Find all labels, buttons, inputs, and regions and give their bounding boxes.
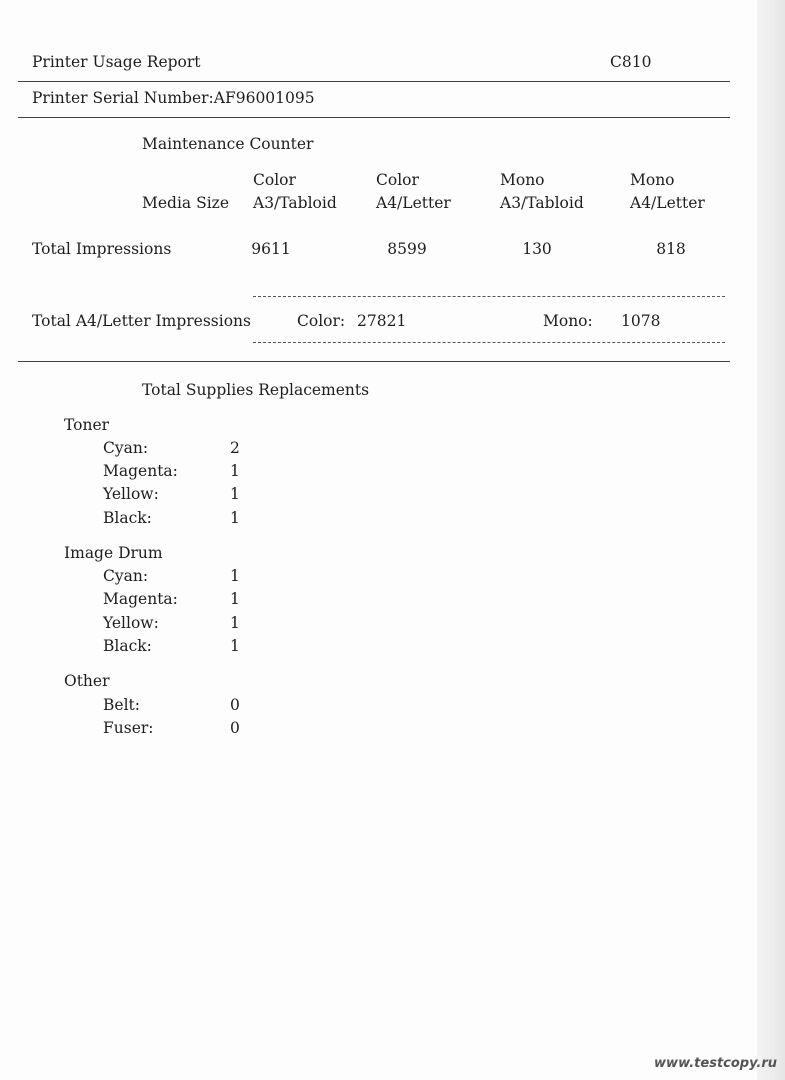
column-header-line1: Color — [253, 171, 296, 189]
color-label: Color: — [297, 312, 346, 330]
impressions-value: 9611 — [251, 240, 291, 258]
drum-cyan-value: 1 — [230, 567, 240, 585]
drum-black-value: 1 — [230, 637, 240, 655]
column-header-line2: A3/Tabloid — [500, 194, 584, 212]
maintenance-divider — [18, 361, 730, 362]
header-divider — [18, 81, 730, 82]
other-group-label: Other — [64, 672, 110, 690]
toner-group-label: Toner — [64, 416, 110, 434]
scan-page-edge — [757, 0, 785, 1080]
impressions-value: 818 — [656, 240, 686, 258]
toner-magenta-value: 1 — [230, 462, 240, 480]
impressions-value: 130 — [522, 240, 552, 258]
drum-magenta-value: 1 — [230, 590, 240, 608]
toner-black-value: 1 — [230, 509, 240, 527]
report-title: Printer Usage Report — [32, 53, 201, 71]
toner-black-label: Black: — [103, 509, 152, 527]
column-header-line2: A4/Letter — [376, 194, 451, 212]
toner-cyan-label: Cyan: — [103, 439, 149, 457]
dashed-divider-top — [253, 296, 725, 297]
drum-magenta-label: Magenta: — [103, 590, 178, 608]
image-drum-group-label: Image Drum — [64, 544, 163, 562]
drum-yellow-value: 1 — [230, 614, 240, 632]
drum-yellow-label: Yellow: — [103, 614, 159, 632]
drum-black-label: Black: — [103, 637, 152, 655]
impressions-value: 8599 — [387, 240, 427, 258]
drum-cyan-label: Cyan: — [103, 567, 149, 585]
color-total-value: 27821 — [357, 312, 407, 330]
toner-magenta-label: Magenta: — [103, 462, 178, 480]
serial-number: Printer Serial Number:AF96001095 — [32, 89, 315, 107]
column-header-line1: Mono — [630, 171, 675, 189]
supplies-title: Total Supplies Replacements — [142, 381, 370, 399]
mono-label: Mono: — [543, 312, 593, 330]
watermark-text: www.testcopy.ru — [654, 1056, 777, 1071]
maintenance-counter-title: Maintenance Counter — [142, 135, 314, 153]
column-header-line2: A4/Letter — [630, 194, 705, 212]
belt-value: 0 — [230, 696, 240, 714]
toner-yellow-label: Yellow: — [103, 485, 159, 503]
printer-model: C810 — [610, 53, 652, 71]
media-size-label: Media Size — [142, 194, 230, 212]
mono-total-value: 1078 — [621, 312, 661, 330]
total-impressions-label: Total Impressions — [32, 240, 172, 258]
column-header-line1: Mono — [500, 171, 545, 189]
serial-divider — [18, 117, 730, 118]
column-header-line2: A3/Tabloid — [253, 194, 337, 212]
fuser-value: 0 — [230, 719, 240, 737]
belt-label: Belt: — [103, 696, 140, 714]
column-header-line1: Color — [376, 171, 419, 189]
toner-cyan-value: 2 — [230, 439, 240, 457]
fuser-label: Fuser: — [103, 719, 154, 737]
toner-yellow-value: 1 — [230, 485, 240, 503]
total-a4-letter-label: Total A4/Letter Impressions — [32, 312, 251, 330]
dashed-divider-bottom — [253, 342, 725, 343]
